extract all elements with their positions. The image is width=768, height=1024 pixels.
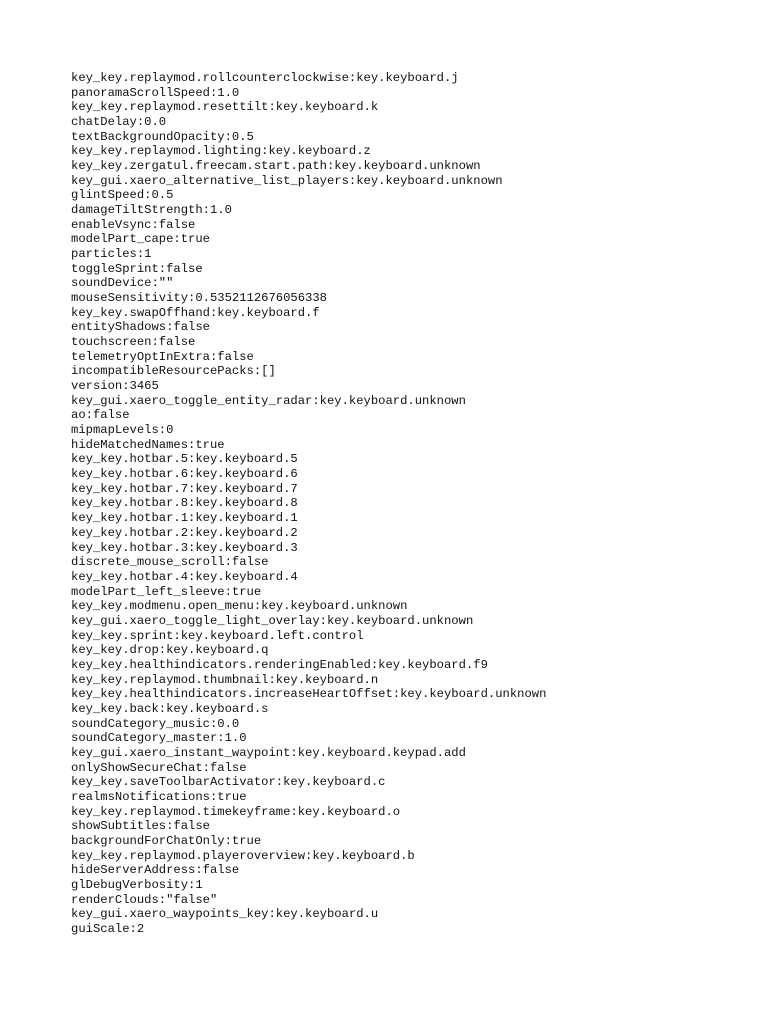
text-line: mouseSensitivity:0.5352112676056338 (71, 291, 327, 306)
text-line: key_key.replaymod.timekeyframe:key.keyboard.o (71, 804, 401, 819)
options-text-block (71, 71, 751, 937)
text-line: hideMatchedNames:true (71, 437, 225, 452)
text-line: damageTiltStrength:1.0 (71, 203, 232, 218)
text-line: version:3465 (71, 379, 159, 394)
text-line: key_key.hotbar.4:key.keyboard.4 (71, 569, 298, 584)
text-line: key_key.replaymod.rollcounterclockwise:key.keyboard.j (71, 71, 459, 85)
text-line: key_key.replaymod.playeroverview:key.keyboard.b (71, 848, 415, 863)
text-line: key_key.hotbar.8:key.keyboard.8 (71, 496, 298, 511)
text-line: realmsNotifications:true (71, 789, 247, 804)
text-line: hideServerAddress:false (71, 863, 240, 878)
text-line: ao:false (71, 408, 130, 423)
text-line: key_key.replaymod.lighting:key.keyboard.z (71, 144, 371, 159)
text-line: toggleSprint:false (71, 261, 203, 276)
text-line: key_gui.xaero_toggle_light_overlay:key.keyboard.unknown (71, 613, 474, 628)
text-line: backgroundForChatOnly:true (71, 833, 262, 848)
text-line: textBackgroundOpacity:0.5 (71, 129, 254, 144)
text-line: key_key.swapOffhand:key.keyboard.f (71, 305, 320, 320)
text-line: chatDelay:0.0 (71, 115, 167, 130)
text-line: key_key.back:key.keyboard.s (71, 701, 269, 716)
text-line: modelPart_cape:true (71, 232, 210, 247)
text-line: key_gui.xaero_waypoints_key:key.keyboard.u (71, 907, 379, 922)
text-line: key_key.sprint:key.keyboard.left.control (71, 628, 364, 643)
text-line: entityShadows:false (71, 320, 210, 335)
text-line: key_gui.xaero_alternative_list_players:key.keyboard.unknown (71, 173, 503, 188)
text-line: key_key.replaymod.resettilt:key.keyboard.k (71, 100, 379, 115)
text-line: key_key.hotbar.2:key.keyboard.2 (71, 525, 298, 540)
text-line: renderClouds:"false" (71, 892, 218, 907)
text-line: glDebugVerbosity:1 (71, 877, 203, 892)
text-line: key_key.zergatul.freecam.start.path:key.keyboard.unknown (71, 159, 481, 174)
text-line: soundCategory_music:0.0 (71, 716, 240, 731)
text-line: key_key.hotbar.6:key.keyboard.6 (71, 467, 298, 482)
text-line: showSubtitles:false (71, 819, 210, 834)
text-line: onlyShowSecureChat:false (71, 760, 247, 775)
text-line: particles:1 (71, 247, 152, 262)
text-line: soundCategory_master:1.0 (71, 731, 247, 746)
text-line: touchscreen:false (71, 335, 196, 350)
text-line: key_key.hotbar.7:key.keyboard.7 (71, 481, 298, 496)
text-line: enableVsync:false (71, 217, 196, 232)
text-line: key_key.replaymod.thumbnail:key.keyboard.n (71, 672, 379, 687)
text-line: key_key.healthindicators.renderingEnabled:key.keyboard.f9 (71, 657, 488, 672)
text-line: key_key.drop:key.keyboard.q (71, 643, 269, 658)
text-line: key_gui.xaero_instant_waypoint:key.keyboard.keypad.add (71, 745, 466, 760)
text-line: guiScale:2 (71, 921, 145, 936)
text-line: key_key.hotbar.3:key.keyboard.3 (71, 540, 298, 555)
text-line: incompatibleResourcePacks:[] (71, 364, 276, 379)
text-line: telemetryOptInExtra:false (71, 349, 254, 364)
text-line: mipmapLevels:0 (71, 423, 174, 438)
text-line: key_key.modmenu.open_menu:key.keyboard.unknown (71, 599, 408, 614)
text-line: glintSpeed:0.5 (71, 188, 174, 203)
text-line: panoramaScrollSpeed:1.0 (71, 85, 240, 100)
text-line: key_gui.xaero_toggle_entity_radar:key.keyboard.unknown (71, 393, 466, 408)
text-line: modelPart_left_sleeve:true (71, 584, 262, 599)
text-line: soundDevice:"" (71, 276, 174, 291)
text-line: discrete_mouse_scroll:false (71, 555, 269, 570)
text-line: key_key.hotbar.5:key.keyboard.5 (71, 452, 298, 467)
text-line: key_key.healthindicators.increaseHeartOffset:key.keyboard.unknown (71, 687, 547, 702)
text-line: key_key.saveToolbarActivator:key.keyboard.c (71, 775, 386, 790)
text-line: key_key.hotbar.1:key.keyboard.1 (71, 511, 298, 526)
